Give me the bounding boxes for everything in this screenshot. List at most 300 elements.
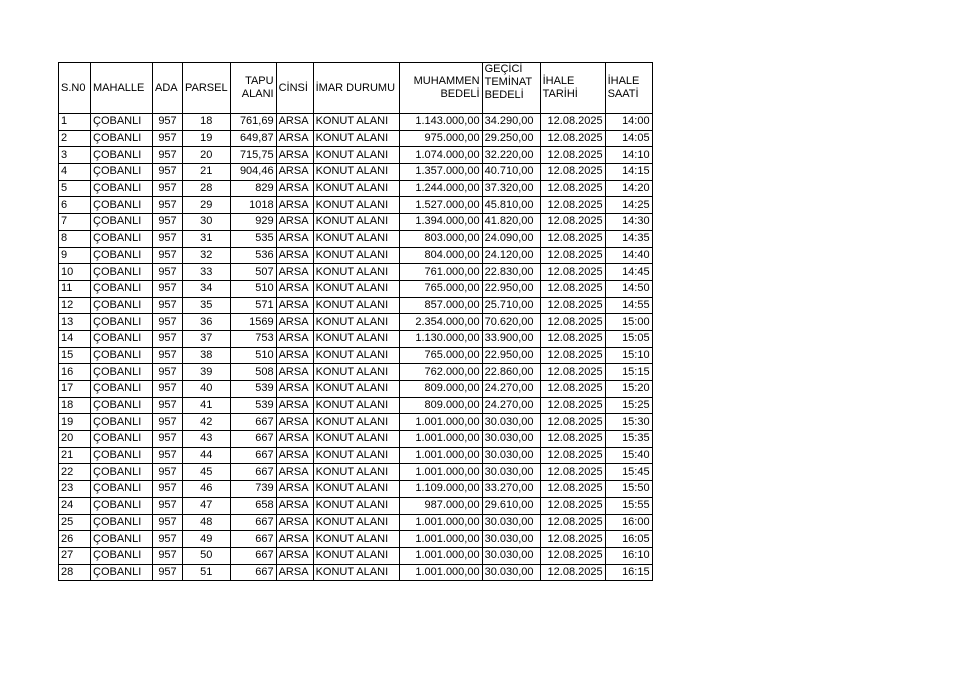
cell-ihale-saati: 15:50 bbox=[605, 481, 652, 498]
cell-imar-durumu: KONUT ALANI bbox=[313, 481, 399, 498]
cell-imar-durumu: KONUT ALANI bbox=[313, 197, 399, 214]
table-row bbox=[59, 130, 653, 147]
cell-ihale-tarihi: 12.08.2025 bbox=[540, 347, 605, 364]
cell-mahalle: ÇOBANLI bbox=[91, 314, 153, 331]
cell-tapu-alani: 829 bbox=[230, 180, 276, 197]
table-row bbox=[59, 414, 653, 431]
cell-ada: 957 bbox=[153, 397, 183, 414]
cell-parsel: 33 bbox=[183, 264, 231, 281]
cell-muhammen-bedeli: 761.000,00 bbox=[399, 264, 482, 281]
cell-tapu-alani: 649,87 bbox=[230, 130, 276, 147]
cell-mahalle: ÇOBANLI bbox=[91, 547, 153, 564]
cell-tapu-alani: 667 bbox=[230, 547, 276, 564]
cell-tapu-alani: 535 bbox=[230, 230, 276, 247]
cell-ihale-saati: 16:15 bbox=[605, 564, 652, 581]
cell-parsel: 39 bbox=[183, 364, 231, 381]
cell-ihale-tarihi: 12.08.2025 bbox=[540, 514, 605, 531]
cell-tapu-alani: 536 bbox=[230, 247, 276, 264]
cell-muhammen-bedeli: 765.000,00 bbox=[399, 280, 482, 297]
cell-cinsi: ARSA bbox=[276, 547, 313, 564]
cell-sno: 7 bbox=[59, 214, 91, 231]
cell-parsel: 48 bbox=[183, 514, 231, 531]
table-row bbox=[59, 330, 653, 347]
cell-tapu-alani: 539 bbox=[230, 381, 276, 398]
cell-gecici-teminat-bedeli: 22.950,00 bbox=[482, 347, 540, 364]
cell-ihale-tarihi: 12.08.2025 bbox=[540, 264, 605, 281]
cell-parsel: 50 bbox=[183, 547, 231, 564]
cell-muhammen-bedeli: 1.357.000,00 bbox=[399, 164, 482, 181]
cell-sno: 23 bbox=[59, 481, 91, 498]
cell-ihale-saati: 15:25 bbox=[605, 397, 652, 414]
cell-ihale-tarihi: 12.08.2025 bbox=[540, 230, 605, 247]
cell-tapu-alani: 508 bbox=[230, 364, 276, 381]
cell-sno: 27 bbox=[59, 547, 91, 564]
header-gecici-teminat-bedeli: GEÇİCİ TEMİNAT BEDELİ bbox=[482, 63, 540, 114]
cell-ada: 957 bbox=[153, 497, 183, 514]
cell-ihale-tarihi: 12.08.2025 bbox=[540, 547, 605, 564]
cell-gecici-teminat-bedeli: 29.250,00 bbox=[482, 130, 540, 147]
cell-ada: 957 bbox=[153, 147, 183, 164]
cell-imar-durumu: KONUT ALANI bbox=[313, 447, 399, 464]
cell-tapu-alani: 904,46 bbox=[230, 164, 276, 181]
cell-parsel: 43 bbox=[183, 431, 231, 448]
cell-muhammen-bedeli: 765.000,00 bbox=[399, 347, 482, 364]
cell-ihale-tarihi: 12.08.2025 bbox=[540, 464, 605, 481]
header-sno: S.N0 bbox=[59, 63, 91, 114]
cell-imar-durumu: KONUT ALANI bbox=[313, 347, 399, 364]
cell-ihale-saati: 14:50 bbox=[605, 280, 652, 297]
cell-sno: 18 bbox=[59, 397, 91, 414]
cell-tapu-alani: 658 bbox=[230, 497, 276, 514]
cell-imar-durumu: KONUT ALANI bbox=[313, 130, 399, 147]
cell-parsel: 44 bbox=[183, 447, 231, 464]
cell-ihale-tarihi: 12.08.2025 bbox=[540, 531, 605, 548]
cell-sno: 10 bbox=[59, 264, 91, 281]
cell-tapu-alani: 761,69 bbox=[230, 114, 276, 131]
cell-gecici-teminat-bedeli: 22.950,00 bbox=[482, 280, 540, 297]
table-row bbox=[59, 514, 653, 531]
cell-parsel: 18 bbox=[183, 114, 231, 131]
cell-ihale-tarihi: 12.08.2025 bbox=[540, 114, 605, 131]
cell-ihale-tarihi: 12.08.2025 bbox=[540, 197, 605, 214]
cell-mahalle: ÇOBANLI bbox=[91, 330, 153, 347]
cell-cinsi: ARSA bbox=[276, 364, 313, 381]
cell-gecici-teminat-bedeli: 22.830,00 bbox=[482, 264, 540, 281]
cell-mahalle: ÇOBANLI bbox=[91, 531, 153, 548]
cell-cinsi: ARSA bbox=[276, 214, 313, 231]
cell-gecici-teminat-bedeli: 30.030,00 bbox=[482, 447, 540, 464]
cell-ihale-saati: 15:00 bbox=[605, 314, 652, 331]
cell-tapu-alani: 667 bbox=[230, 564, 276, 581]
cell-muhammen-bedeli: 1.130.000,00 bbox=[399, 330, 482, 347]
table-row bbox=[59, 114, 653, 131]
cell-parsel: 36 bbox=[183, 314, 231, 331]
cell-ihale-tarihi: 12.08.2025 bbox=[540, 414, 605, 431]
cell-ada: 957 bbox=[153, 214, 183, 231]
cell-gecici-teminat-bedeli: 41.820,00 bbox=[482, 214, 540, 231]
header-cinsi: CİNSİ bbox=[276, 63, 313, 114]
cell-ihale-saati: 15:30 bbox=[605, 414, 652, 431]
cell-cinsi: ARSA bbox=[276, 314, 313, 331]
cell-parsel: 35 bbox=[183, 297, 231, 314]
cell-ihale-saati: 15:15 bbox=[605, 364, 652, 381]
cell-ihale-tarihi: 12.08.2025 bbox=[540, 164, 605, 181]
cell-gecici-teminat-bedeli: 24.120,00 bbox=[482, 247, 540, 264]
cell-tapu-alani: 667 bbox=[230, 531, 276, 548]
cell-mahalle: ÇOBANLI bbox=[91, 130, 153, 147]
cell-imar-durumu: KONUT ALANI bbox=[313, 531, 399, 548]
table-row bbox=[59, 280, 653, 297]
cell-parsel: 49 bbox=[183, 531, 231, 548]
cell-mahalle: ÇOBANLI bbox=[91, 414, 153, 431]
cell-imar-durumu: KONUT ALANI bbox=[313, 364, 399, 381]
cell-ada: 957 bbox=[153, 130, 183, 147]
cell-parsel: 46 bbox=[183, 481, 231, 498]
cell-cinsi: ARSA bbox=[276, 381, 313, 398]
cell-mahalle: ÇOBANLI bbox=[91, 381, 153, 398]
cell-tapu-alani: 667 bbox=[230, 431, 276, 448]
cell-muhammen-bedeli: 975.000,00 bbox=[399, 130, 482, 147]
cell-imar-durumu: KONUT ALANI bbox=[313, 214, 399, 231]
cell-ihale-saati: 14:15 bbox=[605, 164, 652, 181]
header-ihale-tarihi: İHALE TARİHİ bbox=[540, 63, 605, 114]
header-row bbox=[59, 63, 653, 114]
table-row bbox=[59, 531, 653, 548]
cell-parsel: 30 bbox=[183, 214, 231, 231]
cell-muhammen-bedeli: 1.001.000,00 bbox=[399, 514, 482, 531]
cell-imar-durumu: KONUT ALANI bbox=[313, 514, 399, 531]
cell-tapu-alani: 715,75 bbox=[230, 147, 276, 164]
cell-tapu-alani: 929 bbox=[230, 214, 276, 231]
cell-gecici-teminat-bedeli: 30.030,00 bbox=[482, 431, 540, 448]
cell-imar-durumu: KONUT ALANI bbox=[313, 264, 399, 281]
cell-parsel: 38 bbox=[183, 347, 231, 364]
cell-sno: 26 bbox=[59, 531, 91, 548]
cell-ada: 957 bbox=[153, 230, 183, 247]
cell-muhammen-bedeli: 804.000,00 bbox=[399, 247, 482, 264]
cell-cinsi: ARSA bbox=[276, 280, 313, 297]
cell-parsel: 41 bbox=[183, 397, 231, 414]
header-muhammen-bedeli: MUHAMMEN BEDELİ bbox=[399, 63, 482, 114]
cell-mahalle: ÇOBANLI bbox=[91, 280, 153, 297]
cell-muhammen-bedeli: 1.001.000,00 bbox=[399, 464, 482, 481]
cell-cinsi: ARSA bbox=[276, 197, 313, 214]
cell-ihale-saati: 14:55 bbox=[605, 297, 652, 314]
table-row bbox=[59, 481, 653, 498]
table-row bbox=[59, 431, 653, 448]
cell-muhammen-bedeli: 987.000,00 bbox=[399, 497, 482, 514]
cell-sno: 20 bbox=[59, 431, 91, 448]
cell-imar-durumu: KONUT ALANI bbox=[313, 330, 399, 347]
cell-ihale-tarihi: 12.08.2025 bbox=[540, 147, 605, 164]
cell-sno: 14 bbox=[59, 330, 91, 347]
cell-cinsi: ARSA bbox=[276, 247, 313, 264]
cell-ada: 957 bbox=[153, 447, 183, 464]
cell-tapu-alani: 510 bbox=[230, 347, 276, 364]
cell-mahalle: ÇOBANLI bbox=[91, 164, 153, 181]
cell-tapu-alani: 667 bbox=[230, 414, 276, 431]
cell-ada: 957 bbox=[153, 297, 183, 314]
cell-tapu-alani: 667 bbox=[230, 447, 276, 464]
cell-parsel: 19 bbox=[183, 130, 231, 147]
cell-imar-durumu: KONUT ALANI bbox=[313, 114, 399, 131]
cell-imar-durumu: KONUT ALANI bbox=[313, 547, 399, 564]
cell-ihale-tarihi: 12.08.2025 bbox=[540, 297, 605, 314]
cell-parsel: 37 bbox=[183, 330, 231, 347]
cell-gecici-teminat-bedeli: 30.030,00 bbox=[482, 564, 540, 581]
cell-sno: 6 bbox=[59, 197, 91, 214]
cell-muhammen-bedeli: 1.074.000,00 bbox=[399, 147, 482, 164]
cell-parsel: 51 bbox=[183, 564, 231, 581]
cell-tapu-alani: 1569 bbox=[230, 314, 276, 331]
cell-ihale-saati: 16:05 bbox=[605, 531, 652, 548]
table-row bbox=[59, 497, 653, 514]
cell-mahalle: ÇOBANLI bbox=[91, 431, 153, 448]
cell-gecici-teminat-bedeli: 30.030,00 bbox=[482, 414, 540, 431]
cell-ihale-tarihi: 12.08.2025 bbox=[540, 397, 605, 414]
cell-imar-durumu: KONUT ALANI bbox=[313, 230, 399, 247]
cell-imar-durumu: KONUT ALANI bbox=[313, 280, 399, 297]
cell-ihale-saati: 15:45 bbox=[605, 464, 652, 481]
cell-ihale-saati: 15:20 bbox=[605, 381, 652, 398]
cell-ada: 957 bbox=[153, 330, 183, 347]
cell-gecici-teminat-bedeli: 30.030,00 bbox=[482, 531, 540, 548]
cell-sno: 5 bbox=[59, 180, 91, 197]
cell-imar-durumu: KONUT ALANI bbox=[313, 397, 399, 414]
cell-imar-durumu: KONUT ALANI bbox=[313, 180, 399, 197]
cell-ihale-tarihi: 12.08.2025 bbox=[540, 247, 605, 264]
cell-parsel: 32 bbox=[183, 247, 231, 264]
cell-muhammen-bedeli: 2.354.000,00 bbox=[399, 314, 482, 331]
cell-mahalle: ÇOBANLI bbox=[91, 230, 153, 247]
cell-mahalle: ÇOBANLI bbox=[91, 197, 153, 214]
cell-gecici-teminat-bedeli: 45.810,00 bbox=[482, 197, 540, 214]
table-body bbox=[59, 114, 653, 581]
cell-ihale-tarihi: 12.08.2025 bbox=[540, 564, 605, 581]
cell-imar-durumu: KONUT ALANI bbox=[313, 247, 399, 264]
header-ada: ADA bbox=[153, 63, 183, 114]
cell-mahalle: ÇOBANLI bbox=[91, 364, 153, 381]
cell-imar-durumu: KONUT ALANI bbox=[313, 497, 399, 514]
cell-tapu-alani: 667 bbox=[230, 514, 276, 531]
cell-mahalle: ÇOBANLI bbox=[91, 514, 153, 531]
table-row bbox=[59, 230, 653, 247]
table-row bbox=[59, 547, 653, 564]
cell-ihale-tarihi: 12.08.2025 bbox=[540, 314, 605, 331]
table-row bbox=[59, 197, 653, 214]
cell-mahalle: ÇOBANLI bbox=[91, 464, 153, 481]
cell-tapu-alani: 1018 bbox=[230, 197, 276, 214]
cell-parsel: 42 bbox=[183, 414, 231, 431]
cell-cinsi: ARSA bbox=[276, 130, 313, 147]
header-parsel: PARSEL bbox=[183, 63, 231, 114]
cell-ada: 957 bbox=[153, 564, 183, 581]
cell-ihale-saati: 14:25 bbox=[605, 197, 652, 214]
cell-cinsi: ARSA bbox=[276, 114, 313, 131]
cell-cinsi: ARSA bbox=[276, 180, 313, 197]
cell-gecici-teminat-bedeli: 30.030,00 bbox=[482, 514, 540, 531]
cell-cinsi: ARSA bbox=[276, 347, 313, 364]
cell-cinsi: ARSA bbox=[276, 464, 313, 481]
cell-gecici-teminat-bedeli: 24.270,00 bbox=[482, 397, 540, 414]
cell-mahalle: ÇOBANLI bbox=[91, 447, 153, 464]
cell-gecici-teminat-bedeli: 32.220,00 bbox=[482, 147, 540, 164]
cell-ihale-tarihi: 12.08.2025 bbox=[540, 364, 605, 381]
cell-sno: 12 bbox=[59, 297, 91, 314]
cell-ihale-tarihi: 12.08.2025 bbox=[540, 180, 605, 197]
cell-ihale-tarihi: 12.08.2025 bbox=[540, 497, 605, 514]
cell-sno: 15 bbox=[59, 347, 91, 364]
cell-gecici-teminat-bedeli: 22.860,00 bbox=[482, 364, 540, 381]
cell-muhammen-bedeli: 857.000,00 bbox=[399, 297, 482, 314]
cell-parsel: 28 bbox=[183, 180, 231, 197]
cell-sno: 28 bbox=[59, 564, 91, 581]
cell-ada: 957 bbox=[153, 180, 183, 197]
table-row bbox=[59, 297, 653, 314]
cell-parsel: 29 bbox=[183, 197, 231, 214]
table-row bbox=[59, 264, 653, 281]
cell-muhammen-bedeli: 1.143.000,00 bbox=[399, 114, 482, 131]
cell-gecici-teminat-bedeli: 30.030,00 bbox=[482, 464, 540, 481]
cell-imar-durumu: KONUT ALANI bbox=[313, 381, 399, 398]
cell-muhammen-bedeli: 1.001.000,00 bbox=[399, 547, 482, 564]
header-mahalle: MAHALLE bbox=[91, 63, 153, 114]
cell-sno: 3 bbox=[59, 147, 91, 164]
cell-parsel: 34 bbox=[183, 280, 231, 297]
cell-cinsi: ARSA bbox=[276, 481, 313, 498]
cell-ihale-tarihi: 12.08.2025 bbox=[540, 214, 605, 231]
cell-mahalle: ÇOBANLI bbox=[91, 114, 153, 131]
cell-sno: 17 bbox=[59, 381, 91, 398]
table-row bbox=[59, 447, 653, 464]
cell-cinsi: ARSA bbox=[276, 414, 313, 431]
cell-muhammen-bedeli: 803.000,00 bbox=[399, 230, 482, 247]
cell-muhammen-bedeli: 1.001.000,00 bbox=[399, 414, 482, 431]
cell-gecici-teminat-bedeli: 24.090,00 bbox=[482, 230, 540, 247]
table-row bbox=[59, 364, 653, 381]
cell-muhammen-bedeli: 1.001.000,00 bbox=[399, 531, 482, 548]
cell-ihale-saati: 14:20 bbox=[605, 180, 652, 197]
cell-ihale-saati: 16:00 bbox=[605, 514, 652, 531]
cell-ihale-saati: 14:45 bbox=[605, 264, 652, 281]
cell-gecici-teminat-bedeli: 29.610,00 bbox=[482, 497, 540, 514]
cell-mahalle: ÇOBANLI bbox=[91, 481, 153, 498]
table-row bbox=[59, 464, 653, 481]
cell-mahalle: ÇOBANLI bbox=[91, 247, 153, 264]
cell-ada: 957 bbox=[153, 280, 183, 297]
cell-ada: 957 bbox=[153, 247, 183, 264]
table-row bbox=[59, 214, 653, 231]
cell-ihale-saati: 15:40 bbox=[605, 447, 652, 464]
cell-cinsi: ARSA bbox=[276, 297, 313, 314]
cell-imar-durumu: KONUT ALANI bbox=[313, 414, 399, 431]
cell-ada: 957 bbox=[153, 381, 183, 398]
cell-ihale-tarihi: 12.08.2025 bbox=[540, 280, 605, 297]
cell-parsel: 47 bbox=[183, 497, 231, 514]
cell-ada: 957 bbox=[153, 364, 183, 381]
cell-ihale-saati: 15:10 bbox=[605, 347, 652, 364]
cell-cinsi: ARSA bbox=[276, 564, 313, 581]
cell-mahalle: ÇOBANLI bbox=[91, 297, 153, 314]
cell-ada: 957 bbox=[153, 197, 183, 214]
cell-cinsi: ARSA bbox=[276, 264, 313, 281]
cell-sno: 25 bbox=[59, 514, 91, 531]
auction-table bbox=[58, 62, 653, 581]
cell-tapu-alani: 510 bbox=[230, 280, 276, 297]
cell-cinsi: ARSA bbox=[276, 497, 313, 514]
cell-cinsi: ARSA bbox=[276, 164, 313, 181]
cell-muhammen-bedeli: 762.000,00 bbox=[399, 364, 482, 381]
cell-ada: 957 bbox=[153, 264, 183, 281]
table-row bbox=[59, 347, 653, 364]
cell-ada: 957 bbox=[153, 431, 183, 448]
cell-mahalle: ÇOBANLI bbox=[91, 497, 153, 514]
cell-cinsi: ARSA bbox=[276, 230, 313, 247]
cell-sno: 19 bbox=[59, 414, 91, 431]
cell-ada: 957 bbox=[153, 114, 183, 131]
cell-ihale-saati: 14:10 bbox=[605, 147, 652, 164]
cell-ihale-tarihi: 12.08.2025 bbox=[540, 431, 605, 448]
cell-parsel: 45 bbox=[183, 464, 231, 481]
cell-cinsi: ARSA bbox=[276, 514, 313, 531]
cell-ada: 957 bbox=[153, 464, 183, 481]
table-row bbox=[59, 147, 653, 164]
cell-imar-durumu: KONUT ALANI bbox=[313, 314, 399, 331]
cell-tapu-alani: 507 bbox=[230, 264, 276, 281]
cell-sno: 16 bbox=[59, 364, 91, 381]
cell-gecici-teminat-bedeli: 37.320,00 bbox=[482, 180, 540, 197]
cell-tapu-alani: 539 bbox=[230, 397, 276, 414]
cell-sno: 22 bbox=[59, 464, 91, 481]
cell-parsel: 21 bbox=[183, 164, 231, 181]
cell-gecici-teminat-bedeli: 25.710,00 bbox=[482, 297, 540, 314]
cell-ihale-tarihi: 12.08.2025 bbox=[540, 481, 605, 498]
cell-ada: 957 bbox=[153, 347, 183, 364]
cell-sno: 11 bbox=[59, 280, 91, 297]
cell-muhammen-bedeli: 1.244.000,00 bbox=[399, 180, 482, 197]
cell-imar-durumu: KONUT ALANI bbox=[313, 431, 399, 448]
header-imar-durumu: İMAR DURUMU bbox=[313, 63, 399, 114]
cell-imar-durumu: KONUT ALANI bbox=[313, 147, 399, 164]
cell-ihale-saati: 15:35 bbox=[605, 431, 652, 448]
cell-cinsi: ARSA bbox=[276, 531, 313, 548]
cell-ada: 957 bbox=[153, 514, 183, 531]
cell-imar-durumu: KONUT ALANI bbox=[313, 564, 399, 581]
header-tapu-alani: TAPU ALANI bbox=[230, 63, 276, 114]
cell-ihale-saati: 15:05 bbox=[605, 330, 652, 347]
cell-ihale-saati: 14:00 bbox=[605, 114, 652, 131]
table-row bbox=[59, 397, 653, 414]
cell-ihale-saati: 16:10 bbox=[605, 547, 652, 564]
cell-sno: 9 bbox=[59, 247, 91, 264]
cell-sno: 24 bbox=[59, 497, 91, 514]
cell-ada: 957 bbox=[153, 314, 183, 331]
cell-muhammen-bedeli: 809.000,00 bbox=[399, 397, 482, 414]
cell-imar-durumu: KONUT ALANI bbox=[313, 164, 399, 181]
cell-sno: 13 bbox=[59, 314, 91, 331]
cell-sno: 1 bbox=[59, 114, 91, 131]
cell-mahalle: ÇOBANLI bbox=[91, 147, 153, 164]
cell-ihale-saati: 14:30 bbox=[605, 214, 652, 231]
cell-parsel: 40 bbox=[183, 381, 231, 398]
cell-ada: 957 bbox=[153, 531, 183, 548]
cell-muhammen-bedeli: 1.527.000,00 bbox=[399, 197, 482, 214]
table-row bbox=[59, 164, 653, 181]
cell-mahalle: ÇOBANLI bbox=[91, 180, 153, 197]
cell-sno: 21 bbox=[59, 447, 91, 464]
cell-ihale-saati: 14:35 bbox=[605, 230, 652, 247]
cell-ada: 957 bbox=[153, 164, 183, 181]
